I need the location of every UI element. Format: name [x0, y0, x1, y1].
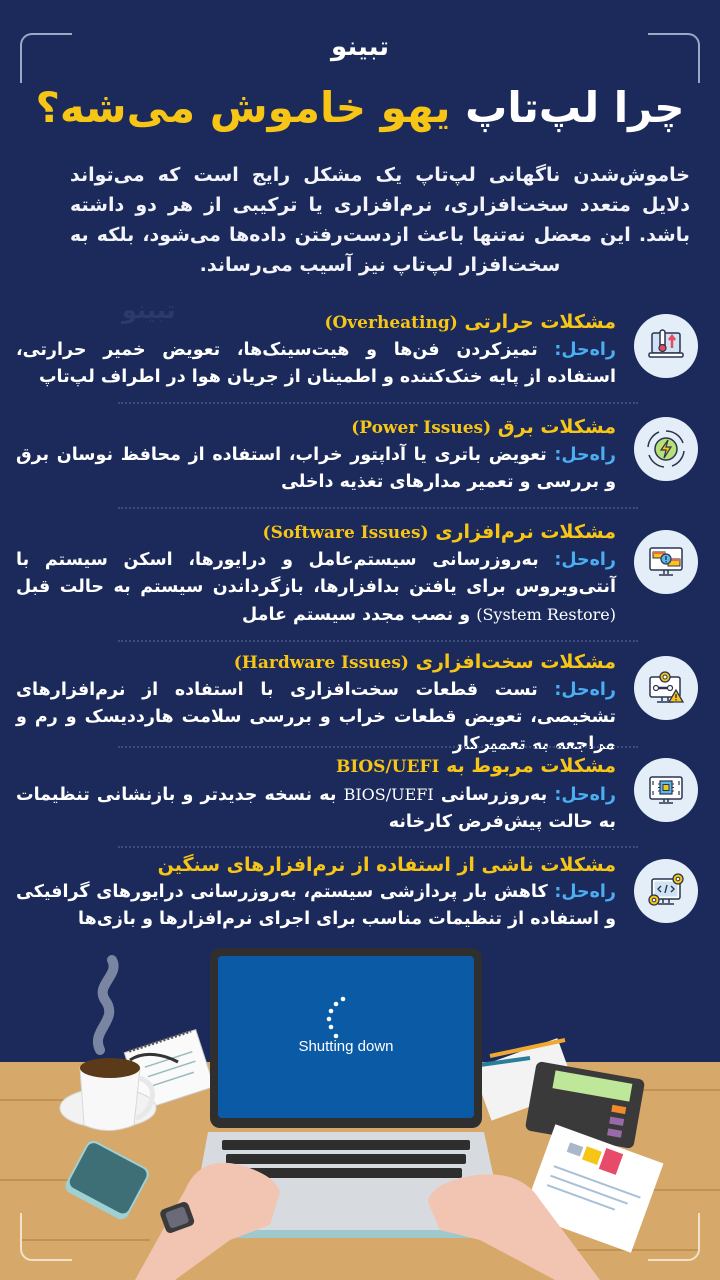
section-solution: راه‌حل: تمیزکردن فن‌ها و هیت‌سینک‌ها، تعویض خمیر حرارتی، استفاده از پایه خنک‌کننده و اطمینان از جریان هوا در اطراف لپ‌تاپ	[16, 340, 617, 387]
section-solution: راه‌حل: تست قطعات سخت‌افزاری با استفاده از نرم‌افزارهای تشخیصی، تعویض قطعات خراب و بررسی سلامت هارددیسک و رم و مراجعه به تعمیرکار	[16, 680, 617, 754]
section-overheating	[16, 308, 698, 398]
solution-label: راه‌حل:	[554, 340, 617, 360]
dotted-divider	[118, 402, 638, 404]
dotted-divider	[118, 507, 638, 509]
solution-label: راه‌حل:	[554, 680, 617, 700]
section-power	[16, 413, 698, 503]
solution-label: راه‌حل:	[554, 882, 616, 902]
watermark: تبینو	[122, 296, 176, 324]
lightning-cycle-icon	[634, 417, 698, 481]
section-title: مشکلات سخت‌افزاری (Hardware Issues)	[233, 651, 616, 673]
title-part-yellow: یهو خاموش می‌شه؟	[35, 83, 451, 132]
laptop-thermometer-icon	[634, 314, 698, 378]
section-title: مشکلات ناشی از استفاده از نرم‌افزارهای سنگین	[157, 854, 616, 876]
section-title: مشکلات نرم‌افزاری (Software Issues)	[262, 521, 616, 543]
frame-corner-bottom-right	[648, 1213, 700, 1261]
solution-label: راه‌حل:	[554, 550, 616, 570]
section-bios-uefi	[16, 752, 698, 844]
dotted-divider	[118, 846, 638, 848]
solution-label: راه‌حل:	[554, 785, 616, 805]
desk-illustration	[0, 940, 720, 1280]
section-heavy-software	[16, 851, 698, 941]
section-hardware	[16, 648, 698, 754]
monitor-chip-icon	[634, 758, 698, 822]
section-solution: راه‌حل: به‌روزرسانی سیستم‌عامل و درایورها، اسکن سیستم با آنتی‌ویروس برای یافتن بدافزارها، بازگرداندن سیستم به حالت قبل (System Restore) و نصب مجدد سیستم عامل	[16, 550, 616, 625]
brand-logo: تبینو	[331, 32, 389, 62]
section-solution: راه‌حل: کاهش بار پردازشی سیستم، به‌روزرسانی درایورهای گرافیکی و استفاده از تنظیمات مناسب برای اجرای نرم‌افزارها و بازی‌ها	[16, 882, 616, 929]
section-solution: راه‌حل: به‌روزرسانی BIOS/UEFI به نسخه جدیدتر و بازنشانی تنظیمات به حالت پیش‌فرض کارخانه	[16, 785, 616, 832]
dotted-divider	[118, 746, 638, 748]
laptop-screen-text: Shutting down	[298, 1038, 394, 1055]
section-solution: راه‌حل: تعویض باتری یا آداپتور خراب، استفاده از محافظ نوسان برق و بررسی و تعمیر مدارهای تغذیه داخلی	[16, 445, 617, 492]
title-part-white: چرا لپ‌تاپ	[465, 83, 685, 132]
section-title: مشکلات مربوط به BIOS/UEFI	[336, 755, 616, 777]
section-title: مشکلات برق (Power Issues)	[351, 416, 616, 438]
monitor-gear-wrench-icon	[634, 656, 698, 720]
solution-label: راه‌حل:	[554, 445, 617, 465]
section-software	[16, 518, 698, 636]
monitor-code-gears-icon	[634, 859, 698, 923]
monitor-warning-windows-icon	[634, 530, 698, 594]
page-title	[0, 82, 720, 134]
intro-paragraph: خاموش‌شدن ناگهانی لپ‌تاپ یک مشکل رایج است که می‌تواند دلایل متعدد سخت‌افزاری، نرم‌افزاری یا ترکیبی از هر دو داشته باشد. این معضل نه‌تنها باعث ازدست‌رفتن داده‌ها می‌شود، بلکه به سخت‌افزار لپ‌تاپ نیز آسیب می‌رساند.	[70, 164, 690, 276]
dotted-divider	[118, 640, 638, 642]
section-title: مشکلات حرارتی (Overheating)	[324, 311, 616, 333]
frame-corner-bottom-left	[20, 1213, 72, 1261]
desk-scene-svg	[0, 940, 720, 1280]
